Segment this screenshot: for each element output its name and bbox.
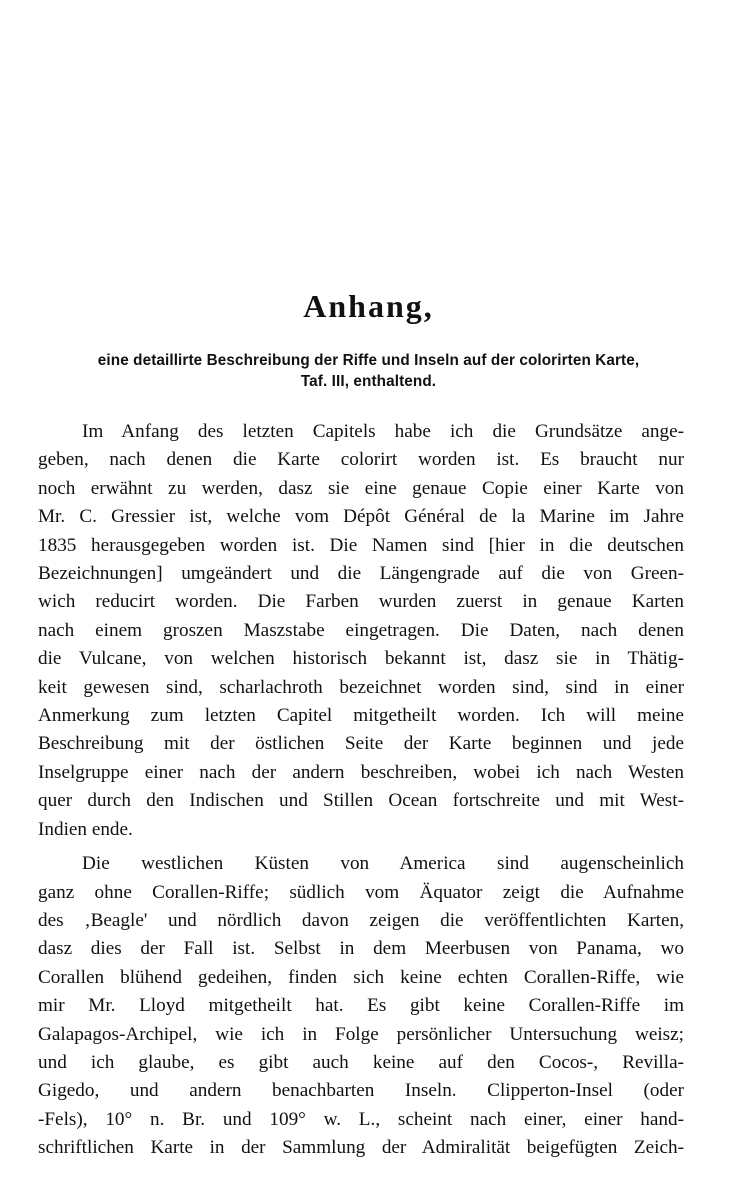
body-text bbox=[38, 418, 684, 1163]
paragraph-line: noch erwähnt zu werden, dasz sie eine genaue Copie einer Karte von bbox=[38, 477, 684, 499]
subtitle bbox=[36, 350, 701, 392]
paragraph-line: dasz dies der Fall ist. Selbst in dem Meerbusen von Panama, wo bbox=[38, 938, 684, 960]
paragraph-line: Mr. C. Gressier ist, welche vom Dépôt Général de la Marine im Jahre bbox=[38, 506, 684, 528]
paragraph-line: Anmerkung zum letzten Capitel mitgetheilt worden. Ich will meine bbox=[38, 705, 684, 727]
paragraph-line: Die westlichen Küsten von America sind augenscheinlich bbox=[82, 853, 684, 875]
paragraph-line: des ‚Beagle' und nördlich davon zeigen die veröffentlichten Karten, bbox=[38, 909, 684, 931]
paragraph-line: Galapagos-Archipel, wie ich in Folge persönlicher Untersuchung weisz; bbox=[38, 1023, 684, 1045]
paragraph-line: wich reducirt worden. Die Farben wurden zuerst in genaue Karten bbox=[38, 591, 684, 613]
subtitle-line-1: eine detaillirte Beschreibung der Riffe und Inseln auf der colorirten Karte, bbox=[97, 352, 640, 369]
paragraph-line: 1835 herausgegeben worden ist. Die Namen sind [hier in die deutschen bbox=[38, 534, 684, 556]
paragraph-line: Im Anfang des letzten Capitels habe ich die Grundsätze ange- bbox=[82, 421, 684, 442]
paragraph-line: Beschreibung mit der östlichen Seite der Karte beginnen und jede bbox=[38, 733, 684, 755]
paragraph-line: schriftlichen Karte in der Sammlung der Admiralität beigefügten Zeich- bbox=[38, 1137, 684, 1159]
page-title: Anhang, bbox=[303, 288, 434, 324]
paragraph-line: quer durch den Indischen und Stillen Ocean fortschreite und mit West- bbox=[38, 790, 684, 812]
paragraph-line: mir Mr. Lloyd mitgetheilt hat. Es gibt keine Corallen-Riffe im bbox=[38, 995, 684, 1017]
paragraph-line: und ich glaube, es gibt auch keine auf den Cocos-, Revilla- bbox=[38, 1051, 684, 1073]
paragraph-line: -Fels), 10° n. Br. und 109° w. L., scheint nach einer, einer hand- bbox=[38, 1108, 684, 1130]
paragraph-1 bbox=[38, 418, 684, 844]
subtitle-line-2: Taf. III, enthaltend. bbox=[300, 373, 437, 390]
paragraph-line: Indien ende. bbox=[38, 818, 133, 840]
paragraph-line: ganz ohne Corallen-Riffe; südlich vom Äquator zeigt die Aufnahme bbox=[38, 881, 684, 903]
paragraph-line: keit gewesen sind, scharlachroth bezeichnet worden sind, sind in einer bbox=[38, 676, 684, 698]
paragraph-2 bbox=[38, 850, 684, 1162]
paragraph-line: Corallen blühend gedeihen, finden sich keine echten Corallen-Riffe, wie bbox=[38, 966, 684, 988]
paragraph-line: Gigedo, und andern benachbarten Inseln. Clipperton-Insel (oder bbox=[38, 1080, 684, 1102]
paragraph-line: die Vulcane, von welchen historisch bekannt ist, dasz sie in Thätig- bbox=[38, 648, 684, 670]
paragraph-line: geben, nach denen die Karte colorirt worden ist. Es braucht nur bbox=[38, 449, 684, 471]
paragraph-line: nach einem groszen Maszstabe eingetragen. Die Daten, nach denen bbox=[38, 619, 684, 641]
paragraph-line: Bezeichnungen] umgeändert und die Längengrade auf die von Green- bbox=[38, 563, 684, 585]
paragraph-line: Inselgruppe einer nach der andern beschreiben, wobei ich nach Westen bbox=[38, 761, 684, 783]
